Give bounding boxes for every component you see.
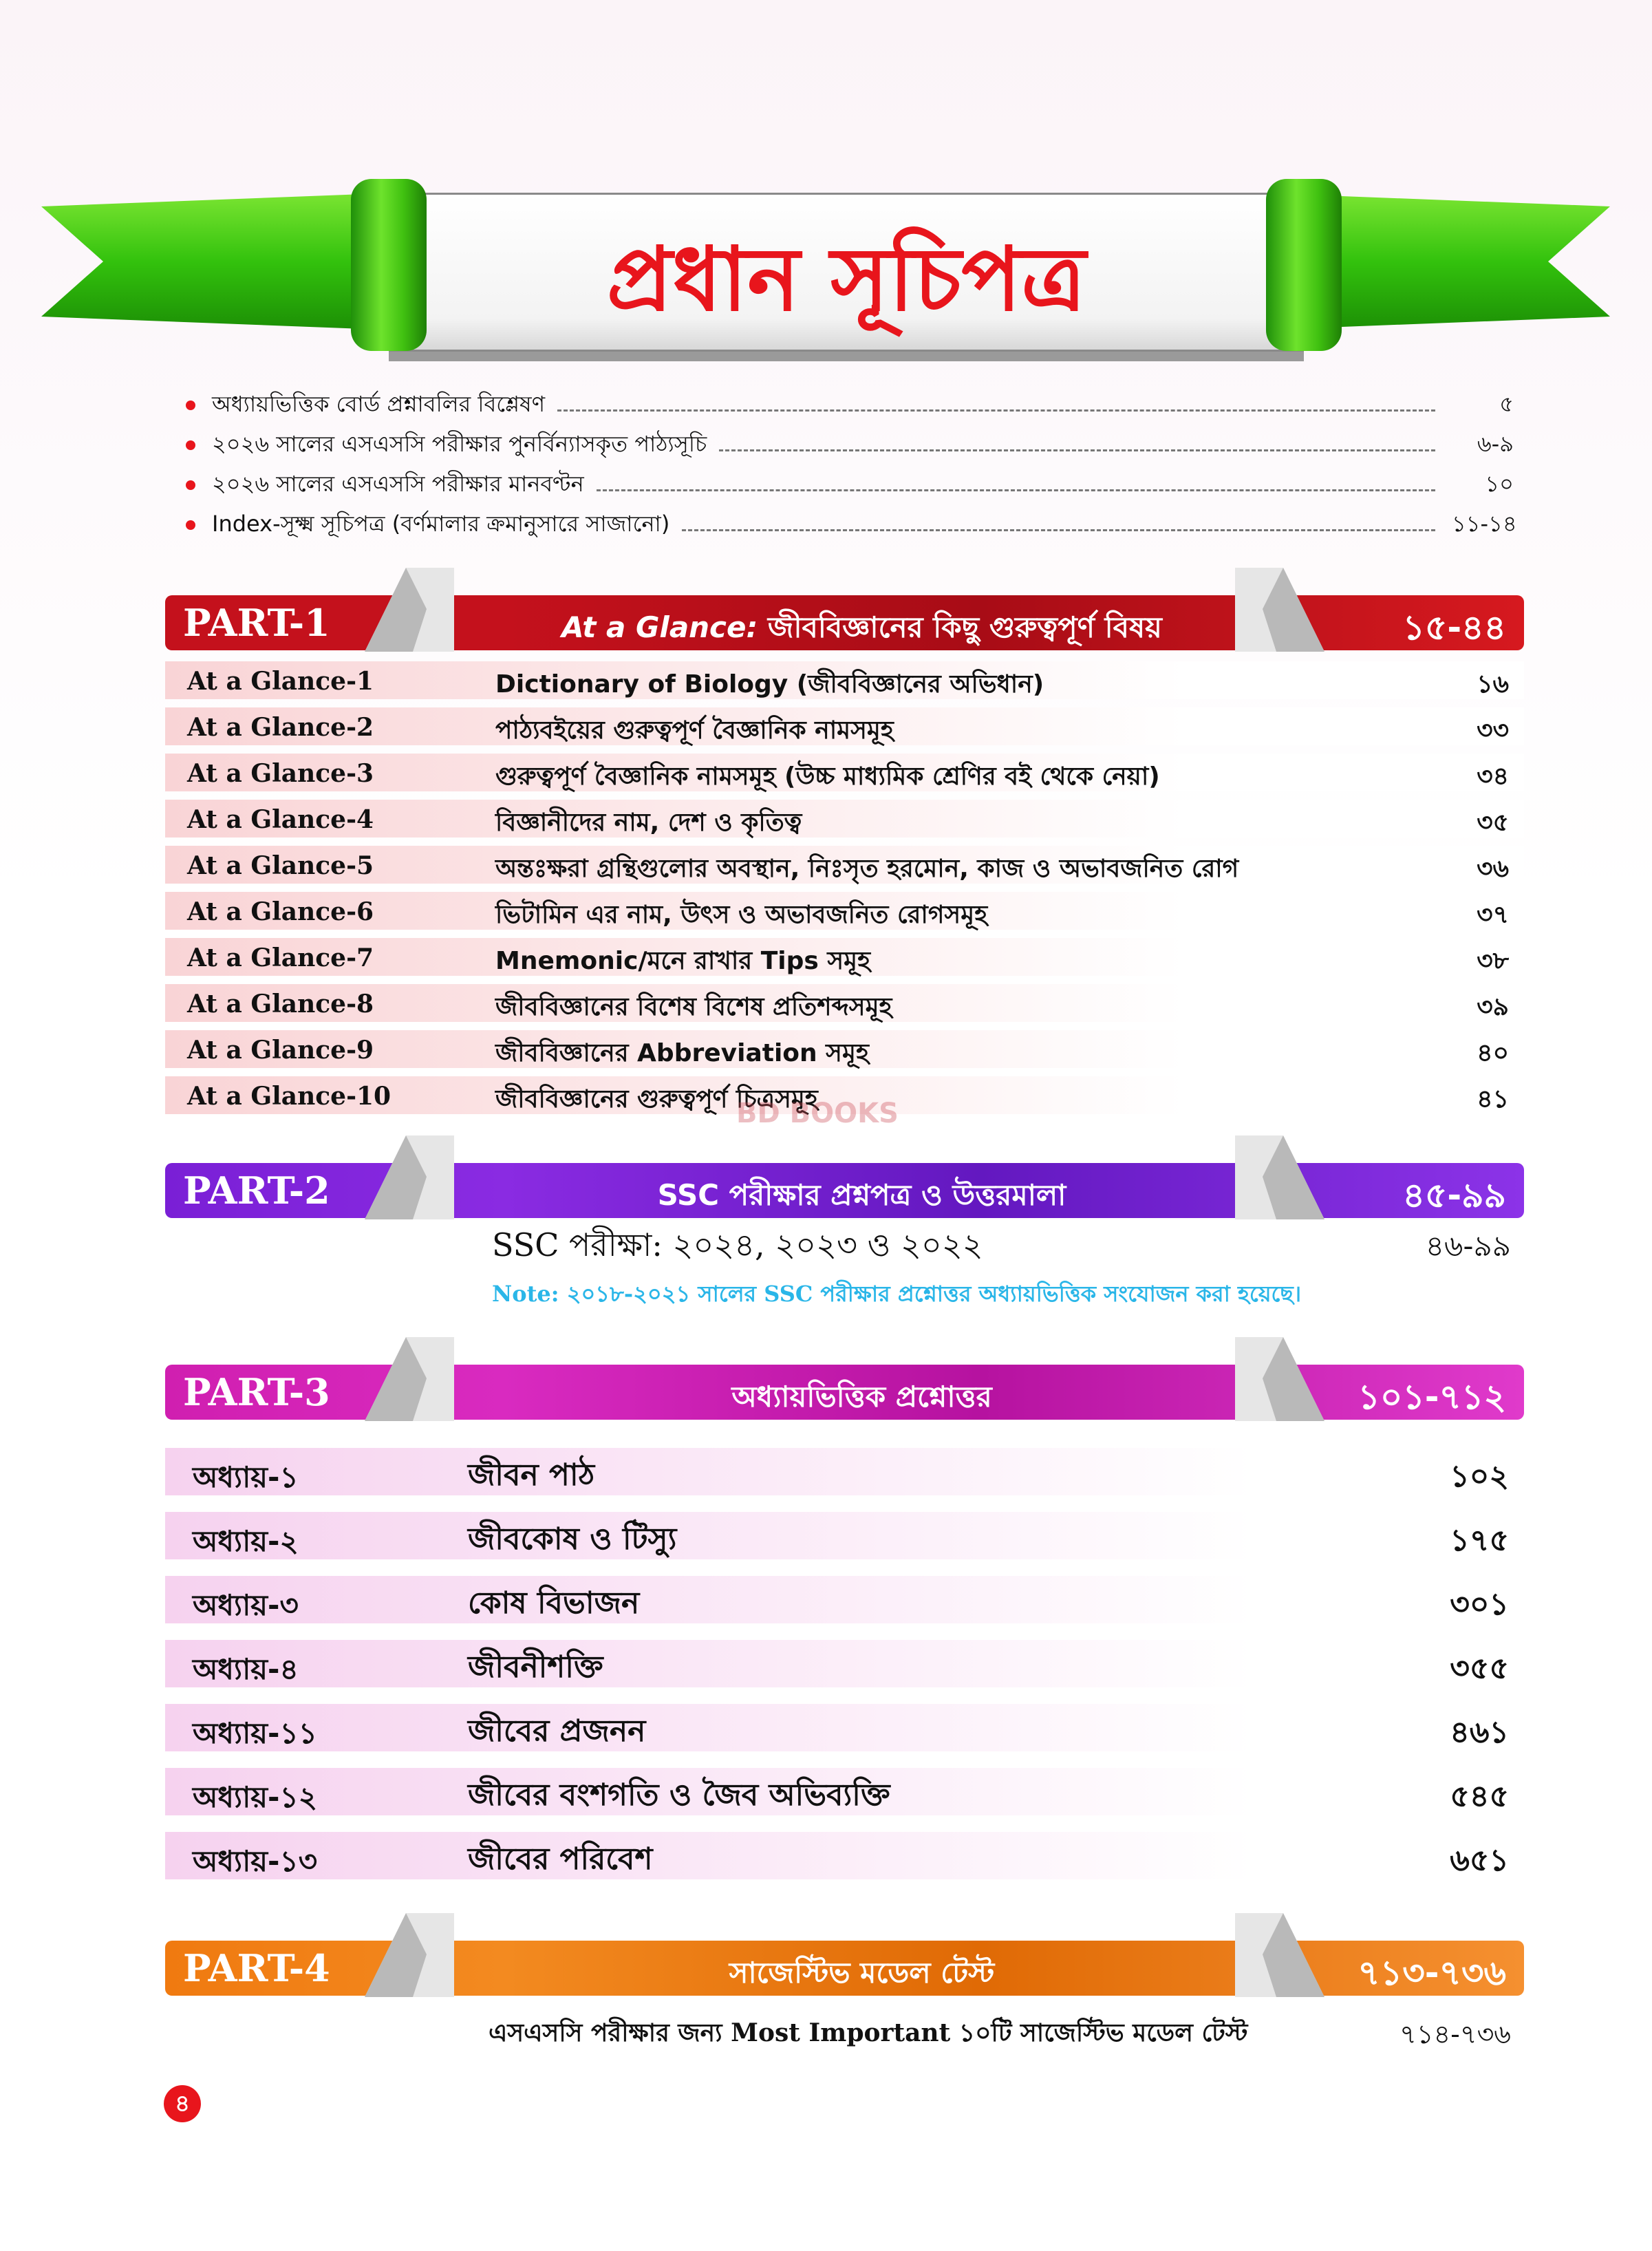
row-topic: Dictionary of Biology (জীববিজ্ঞানের অভিধান): [495, 670, 1044, 698]
row-page: ৫৪৫: [1450, 1779, 1509, 1814]
intro-item-page: ৫: [1499, 391, 1514, 417]
table-row: [165, 1696, 1524, 1760]
table-row: [165, 1632, 1524, 1696]
dot-leader: [597, 489, 1435, 491]
intro-item-page: ১০: [1485, 471, 1514, 497]
row-name: At a Glance-1: [187, 667, 374, 696]
part4-label: PART-4: [183, 1946, 330, 1990]
title-scroll: [351, 179, 1342, 365]
page-curl-icon: [351, 1337, 454, 1421]
row-bg: [165, 1448, 1524, 1495]
bullet-icon: [186, 480, 195, 490]
row-topic: জীববিজ্ঞানের Abbreviation সমূহ: [495, 1039, 869, 1067]
table-row: [165, 1440, 1524, 1504]
part2-header: [165, 1163, 1524, 1218]
page-curl-icon: [351, 1913, 454, 1997]
intro-item-page: ১১-১৪: [1452, 511, 1517, 537]
page-curl-icon: [1235, 568, 1338, 652]
row-topic: কোষ বিভাজন: [468, 1586, 640, 1621]
row-topic: জীবন পাঠ: [468, 1458, 595, 1493]
left-ribbon-wing: [41, 193, 399, 330]
bullet-icon: [186, 401, 195, 410]
table-row: [165, 980, 1524, 1026]
page-title: প্রধান সূচিপত্র: [606, 228, 1086, 331]
scroll-roll-right: [1266, 179, 1342, 351]
row-page: ৩৪: [1477, 762, 1509, 791]
part4-pages: ৭১৩-৭৩৬: [1358, 1953, 1506, 1993]
part4-line-page: ৭১৪-৭৩৬: [1399, 2019, 1511, 2049]
row-page: ৩৫: [1477, 809, 1509, 837]
table-row: [165, 842, 1524, 888]
row-page: ৪৬১: [1450, 1715, 1509, 1750]
page-curl-icon: [1235, 1337, 1338, 1421]
row-topic: জীবনীশক্তি: [468, 1650, 603, 1685]
intro-item-text: ২০২৬ সালের এসএসসি পরীক্ষার পুনর্বিন্যাসকৃত পাঠ্যসূচি: [212, 431, 707, 457]
part1-title: [489, 605, 1235, 654]
intro-item-text: অধ্যায়ভিত্তিক বোর্ড প্রশ্নাবলির বিশ্লেষণ: [212, 391, 546, 417]
row-name: At a Glance-8: [187, 990, 374, 1018]
part1-header: [165, 595, 1524, 650]
part4-header: [165, 1941, 1524, 1996]
table-row: [165, 934, 1524, 980]
row-bg: [165, 1640, 1524, 1687]
part2-label: PART-2: [183, 1169, 330, 1213]
intro-item: [186, 425, 1514, 465]
row-topic: জীববিজ্ঞানের গুরুত্বপূর্ণ চিত্রসমূহ: [495, 1085, 818, 1113]
page-curl-icon: [351, 568, 454, 652]
part4-line: এসএসসি পরীক্ষার জন্য Most Important ১০টি সাজেস্টিভ মডেল টেস্ট: [489, 2018, 1248, 2047]
row-page: ৬৫১: [1450, 1843, 1509, 1878]
row-topic: জীবের প্রজনন: [468, 1714, 646, 1749]
table-row: [165, 703, 1524, 749]
row-page: ৩৩: [1477, 716, 1509, 745]
row-page: ৩০১: [1450, 1587, 1509, 1622]
row-name: অধ্যায়-১: [193, 1460, 299, 1494]
row-topic: পাঠ্যবইয়ের গুরুত্বপূর্ণ বৈজ্ঞানিক নামসমূহ: [495, 716, 894, 745]
row-name: অধ্যায়-১৩: [193, 1844, 318, 1878]
part3-header: [165, 1365, 1524, 1420]
part1-title-prefix: At a Glance:: [561, 610, 758, 644]
row-topic: বিজ্ঞানীদের নাম, দেশ ও কৃতিত্ব: [495, 809, 802, 837]
table-row: [165, 1568, 1524, 1632]
row-page: ৪০: [1477, 1039, 1509, 1067]
intro-list: [186, 385, 1517, 545]
page-curl-icon: [351, 1135, 454, 1219]
page-curl-icon: [1235, 1913, 1338, 1997]
part2-title: SSC পরীক্ষার প্রশ্নপত্র ও উত্তরমালা: [657, 1178, 1066, 1212]
row-name: অধ্যায়-১২: [193, 1780, 318, 1814]
row-topic: গুরুত্বপূর্ণ বৈজ্ঞানিক নামসমূহ (উচ্চ মাধ্যমিক শ্রেণির বই থেকে নেয়া): [495, 762, 1160, 791]
row-bg: [165, 1576, 1524, 1623]
row-page: ৩৫৫: [1450, 1651, 1509, 1686]
row-name: At a Glance-4: [187, 805, 374, 834]
row-name: At a Glance-3: [187, 759, 374, 788]
row-name: At a Glance-10: [187, 1082, 391, 1111]
row-page: ৪১: [1477, 1085, 1509, 1113]
scroll-roll-left: [351, 179, 427, 351]
row-topic: জীববিজ্ঞানের বিশেষ বিশেষ প্রতিশব্দসমূহ: [495, 993, 892, 1021]
row-page: ৩৯: [1477, 993, 1509, 1021]
part3-pages: ১০১-৭১২: [1358, 1377, 1506, 1417]
row-name: At a Glance-2: [187, 713, 374, 742]
part3-table: [165, 1440, 1524, 1888]
row-page: ১৭৫: [1450, 1523, 1509, 1558]
row-name: At a Glance-6: [187, 897, 374, 926]
row-name: অধ্যায়-১১: [193, 1716, 317, 1750]
row-bg: [165, 1704, 1524, 1751]
bullet-icon: [186, 520, 195, 530]
intro-item-text: Index-সূক্ষ্ম সূচিপত্র (বর্ণমালার ক্রমানুসারে সাজানো): [212, 511, 670, 537]
row-topic: জীবকোষ ও টিস্যু: [468, 1522, 677, 1557]
row-name: At a Glance-5: [187, 851, 374, 880]
row-page: ৩৭: [1477, 901, 1509, 929]
part1-title-text: জীববিজ্ঞানের কিছু গুরুত্বপূর্ণ বিষয়: [767, 610, 1162, 644]
part2-line: SSC পরীক্ষা: ২০২৪, ২০২৩ ও ২০২২: [492, 1226, 983, 1263]
part3-title: অধ্যায়ভিত্তিক প্রশ্নোত্তর: [731, 1380, 992, 1413]
row-name: At a Glance-9: [187, 1036, 374, 1065]
dot-leader: [557, 409, 1435, 412]
row-page: ১৬: [1477, 670, 1509, 698]
row-bg: [165, 1832, 1524, 1879]
row-name: অধ্যায়-২: [193, 1524, 299, 1558]
table-row: [165, 1760, 1524, 1824]
page-number: ৪: [164, 2085, 201, 2122]
page-curl-icon: [1235, 1135, 1338, 1219]
row-name: At a Glance-7: [187, 943, 374, 972]
part2-note: Note: ২০১৮-২০২১ সালের SSC পরীক্ষার প্রশ্নোত্তর অধ্যায়ভিত্তিক সংযোজন করা হয়েছে।: [492, 1281, 1302, 1307]
part1-table: [165, 657, 1524, 1118]
intro-item: [186, 465, 1514, 505]
row-bg: [165, 1512, 1524, 1559]
row-page: ৩৮: [1477, 947, 1509, 975]
table-row: [165, 1504, 1524, 1568]
part3-label: PART-3: [183, 1370, 330, 1414]
dot-leader: [719, 449, 1435, 451]
table-row: [165, 1026, 1524, 1072]
row-page: ১০২: [1450, 1459, 1509, 1494]
row-topic: অন্তঃক্ষরা গ্রন্থিগুলোর অবস্থান, নিঃসৃত হরমোন, কাজ ও অভাবজনিত রোগ: [495, 855, 1239, 883]
table-row: [165, 657, 1524, 703]
part4-title: সাজেস্টিভ মডেল টেস্ট: [729, 1956, 995, 1989]
intro-item: [186, 385, 1514, 425]
table-row: [165, 796, 1524, 842]
part1-pages: ১৫-৪৪: [1402, 608, 1506, 648]
row-name: অধ্যায়-৩: [193, 1588, 299, 1622]
dot-leader: [682, 529, 1435, 531]
part2-pages: ৪৫-৯৯: [1402, 1175, 1506, 1215]
table-row: [165, 749, 1524, 796]
part1-label: PART-1: [183, 601, 330, 645]
row-name: অধ্যায়-৪: [193, 1652, 299, 1686]
row-topic: জীবের পরিবেশ: [468, 1842, 653, 1877]
part2-line-page: ৪৬-৯৯: [1425, 1229, 1511, 1263]
intro-item-text: ২০২৬ সালের এসএসসি পরীক্ষার মানবণ্টন: [212, 471, 584, 497]
bullet-icon: [186, 440, 195, 450]
title-banner: [41, 165, 1610, 392]
row-topic: Mnemonic/মনে রাখার Tips সমূহ: [495, 947, 871, 975]
row-page: ৩৬: [1477, 855, 1509, 883]
watermark-logo: BD BOOKS: [736, 1098, 899, 1129]
intro-item: [186, 505, 1517, 545]
title-paper: [389, 193, 1304, 352]
row-topic: জীবের বংশগতি ও জৈব অভিব্যক্তি: [468, 1778, 890, 1813]
table-row: [165, 1824, 1524, 1888]
table-row: [165, 888, 1524, 934]
intro-item-page: ৬-৯: [1477, 431, 1514, 457]
row-topic: ভিটামিন এর নাম, উৎস ও অভাবজনিত রোগসমূহ: [495, 901, 988, 929]
